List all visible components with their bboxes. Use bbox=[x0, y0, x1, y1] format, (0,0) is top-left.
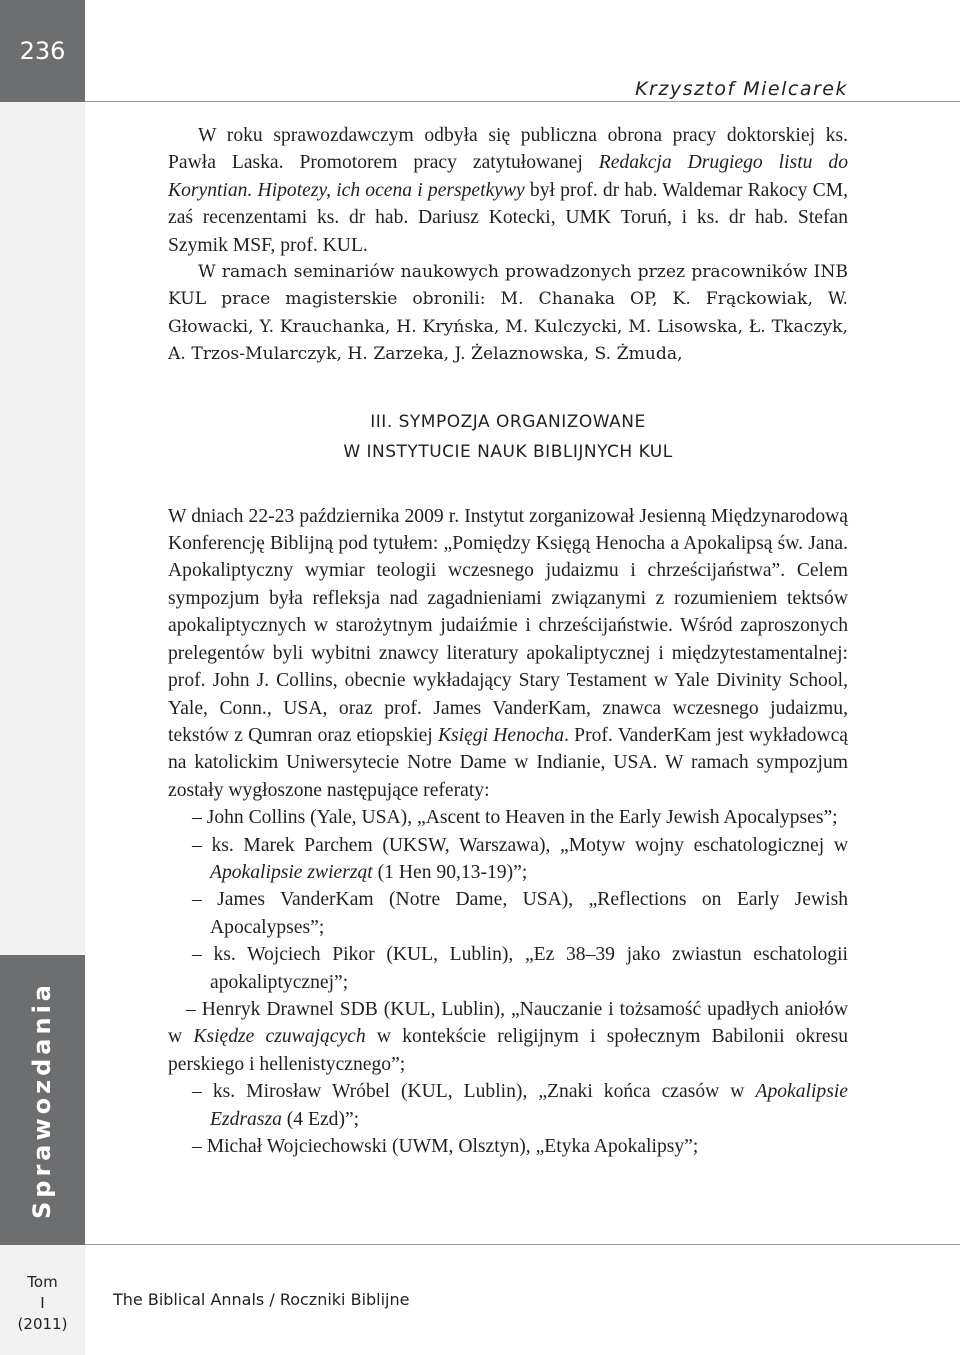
list-item bbox=[168, 1078, 848, 1133]
section-heading bbox=[168, 407, 848, 467]
volume-line-1: Tom bbox=[27, 1273, 58, 1291]
list-item-text: – ks. Mirosław Wróbel (KUL, Lublin), „Znaki końca czasów w bbox=[192, 1081, 756, 1103]
volume-info bbox=[0, 1272, 85, 1335]
header-rule bbox=[85, 101, 960, 102]
list-item: – James VanderKam (Notre Dame, USA), „Reflections on Early Jewish Apocalypses”; bbox=[192, 889, 848, 938]
lecture-list bbox=[168, 804, 848, 1160]
section-heading-line-1: III. SYMPOZJA ORGANIZOWANE bbox=[370, 411, 646, 432]
body-text bbox=[168, 122, 848, 1160]
list-item-text: (1 Hen 90,13-19)”; bbox=[372, 861, 528, 883]
list-item-title: Apokalipsie Ezdrasza bbox=[210, 1081, 848, 1130]
page-number: 236 bbox=[19, 37, 66, 65]
list-item: – Michał Wojciechowski (UWM, Olsztyn), „Etyka Apokalipsy”; bbox=[192, 1136, 699, 1157]
p1-text-b: był prof. dr hab. Waldemar Rakocy CM, zaś recenzentami ks. dr hab. Dariusz Kotecki, UMK Toruń, i ks. dr hab. Stefan Szymik MSF, prof. KUL. bbox=[168, 179, 848, 256]
list-item-text: (4 Ezd)”; bbox=[281, 1108, 360, 1130]
section-heading-line-2: W INSTYTUCIE NAUK BIBLIJNYCH KUL bbox=[343, 441, 673, 462]
list-item bbox=[168, 832, 848, 887]
p1-title: Redakcja Drugiego listu do Koryntian. Hipotezy, ich ocena i perspetkywy bbox=[168, 152, 848, 201]
list-item: – ks. Wojciech Pikor (KUL, Lublin), „Ez 38–39 jako zwiastun eschatologii apokaliptycznej”; bbox=[192, 944, 848, 993]
list-item bbox=[168, 996, 848, 1078]
section-label: Sprawozdania bbox=[28, 980, 56, 1220]
paragraph-defense bbox=[168, 122, 848, 259]
list-item-text: – ks. Marek Parchem (UKSW, Warszawa), „Motyw wojny eschatologicznej w bbox=[192, 834, 848, 856]
paragraph-conference bbox=[168, 503, 848, 804]
page-number-box bbox=[0, 0, 85, 102]
list-item-text: – Henryk Drawnel SDB (KUL, Lublin), „Nauczanie i tożsamość upadłych aniołów w bbox=[168, 998, 848, 1048]
p1-text-a: W roku sprawozdawczym odbyła się publiczna obrona pracy doktorskiej ks. Pawła Laska. Promotorem pracy zatytułowanej bbox=[168, 125, 848, 174]
journal-title: The Biblical Annals / Roczniki Biblijne bbox=[113, 1290, 410, 1309]
p3-title: Księgi Henocha bbox=[437, 724, 565, 746]
list-item: – John Collins (Yale, USA), „Ascent to Heaven in the Early Jewish Apocalypses”; bbox=[192, 807, 838, 829]
p3-text-b: . Prof. VanderKam jest wykładowcą na katolickim Uniwersytecie Notre Dame w Indianie, USA. W ramach sympozjum zostały wygłoszone następujące referaty: bbox=[168, 724, 848, 801]
volume-line-3: (2011) bbox=[17, 1315, 68, 1333]
volume-line-2: I bbox=[40, 1294, 45, 1312]
running-header-author: Krzysztof Mielcarek bbox=[635, 78, 848, 100]
list-item-text: w kontekście religijnym i społecznym Babilonii okresu perskiego i hellenistycznego”; bbox=[168, 1026, 848, 1075]
p3-text-a: W dniach 22-23 października 2009 r. Instytut zorganizował Jesienną Międzynarodową Konferencję Biblijną pod tytułem: „Pomiędzy Księgą Henocha a Apokalipsą św. Jana. Apokaliptyczny wymiar teologii wczesnego judaizmu i chrześcijaństwa”. Celem sympozjum była refleksja nad zagadnieniami związanymi z rozumieniem tektsów apokaliptycznych w starożytnym judaiźmie i chrześcijaństwie. Wśród zaproszonych prelegentów byli wybitni znawcy literatury apokaliptycznej i międzytestamentalnej: prof. John J. Collins, obecnie wykładający Stary Testament w Yale Divinity School, Yale, Conn., USA, oraz prof. James VanderKam, znawca wczesnego judaizmu, tekstów z Qumran oraz etiopskiej bbox=[168, 505, 848, 746]
paragraph-masters: W ramach seminariów naukowych prowadzonych przez pracowników INB KUL prace magisterskie obronili: M. Chanaka OP, K. Frąckowiak, W. Głowacki, Y. Krauchanka, H. Kryńska, M. Kulczycki, M. Lisowska, Ł. Tkaczyk, A. Trzos-Mularczyk, H. Zarzeka, J. Żelaznowska, S. Żmuda, bbox=[168, 262, 848, 365]
footer-rule bbox=[85, 1244, 960, 1245]
list-item-title: Księdze czuwających bbox=[193, 1026, 366, 1048]
list-item-title: Apokalipsie zwierząt bbox=[210, 861, 373, 883]
